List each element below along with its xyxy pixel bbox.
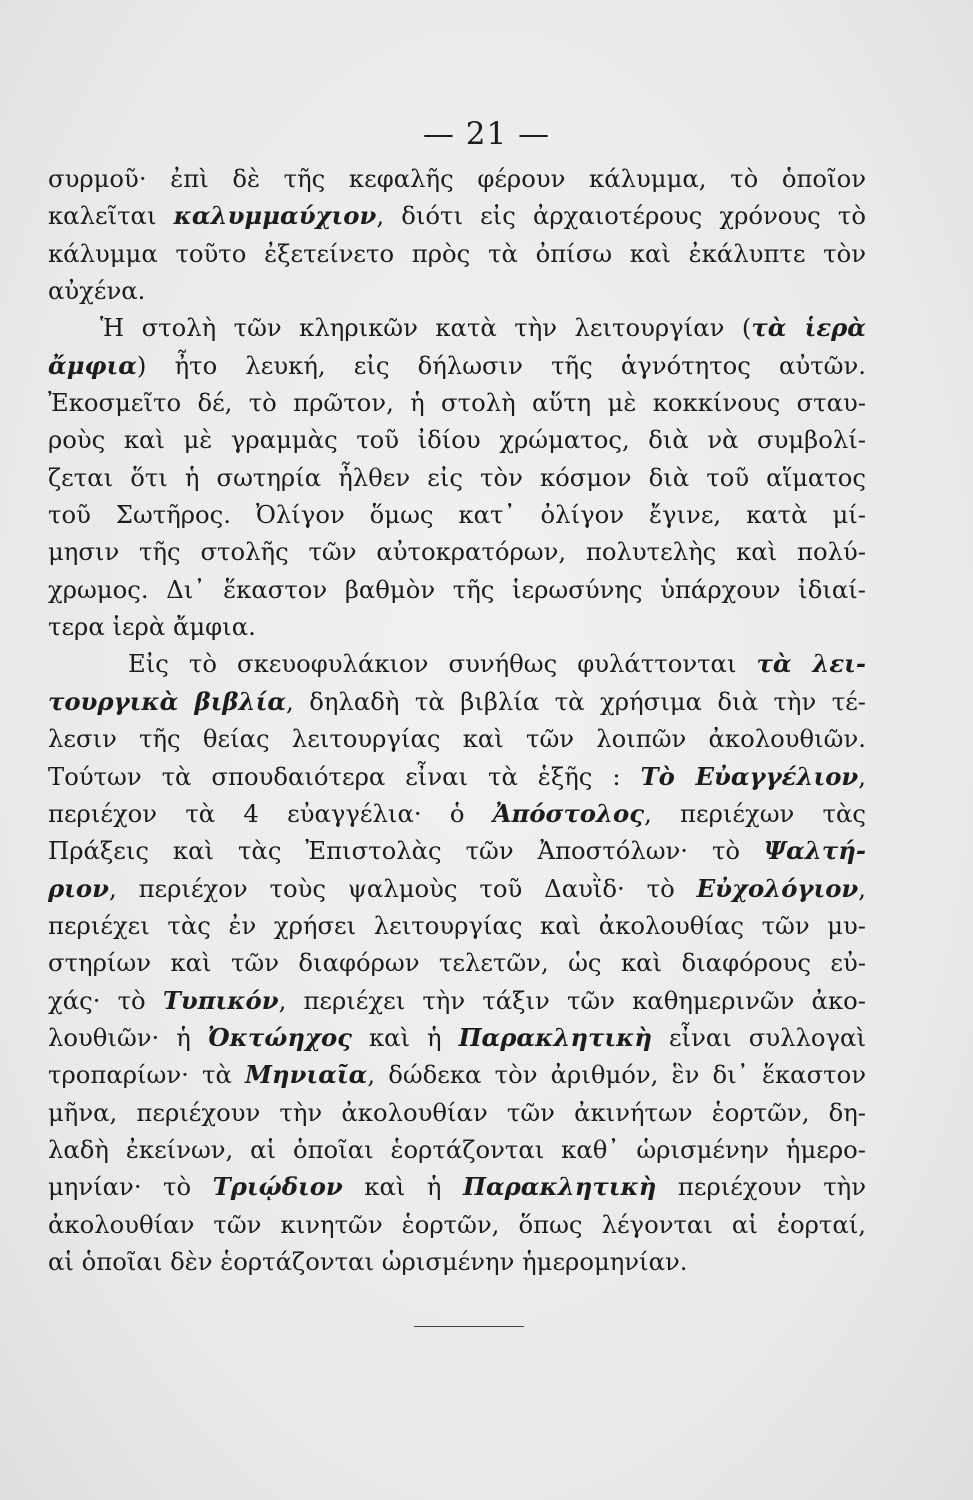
text-line (48, 197, 866, 234)
text-line (48, 608, 866, 645)
emphasized-term: ριον (48, 873, 109, 903)
text-line (48, 235, 866, 272)
text-run: χάς· τὸ (48, 985, 163, 1015)
emphasized-term: Παρακλητικὴ (458, 1022, 652, 1052)
text-line (48, 907, 866, 944)
text-line (48, 944, 866, 981)
text-run: ζεται ὅτι ἡ σωτηρία ἦλθεν εἰς τὸν κόσμον διὰ τοῦ αἵματος (48, 462, 866, 492)
text-run: ροὺς καὶ μὲ γραμμὰς τοῦ ἰδίου χρώματος, διὰ νὰ συμβολί- (48, 425, 866, 455)
text-run: στηρίων καὶ τῶν διαφόρων τελετῶν, ὡς καὶ διαφόρους εὐ- (48, 948, 866, 978)
text-run: Εἰς τὸ σκευοφυλάκιον συνήθως φυλάττονται (128, 649, 757, 679)
text-line (48, 795, 866, 832)
emphasized-term: τουργικὰ βιβλία (48, 686, 287, 716)
text-run: τερα ἱερὰ ἄμφια. (48, 612, 256, 642)
text-run: συρμοῦ· ἐπὶ δὲ τῆς κεφαλῆς φέρουν κάλυμμα, τὸ ὁποῖον (48, 164, 866, 193)
text-run: ) ἦτο λευκή, εἰς δήλωσιν τῆς ἁγνότητος αὐτῶν. (136, 350, 866, 380)
text-line (48, 571, 866, 608)
text-line (48, 459, 866, 496)
text-run: , δώδεκα τὸν ἀριθμόν, ἓν δι᾿ ἕκαστον (367, 1060, 866, 1090)
text-run: κάλυμμα τοῦτο ἐξετείνετο πρὸς τὰ ὀπίσω καὶ ἐκάλυπτε τὸν (48, 238, 866, 268)
emphasized-term: Εὐχολόγιον (696, 873, 859, 903)
emphasized-term: Τριῴδιον (212, 1172, 343, 1202)
text-line (48, 1056, 866, 1093)
text-run: μῆνα, περιέχουν τὴν ἀκολουθίαν τῶν ἀκινήτων ἑορτῶν, δη- (48, 1097, 866, 1127)
text-run: ἀκολουθίαν τῶν κινητῶν ἑορτῶν, ὅπως λέγονται αἱ ἑορταί, (48, 1209, 866, 1239)
text-line (48, 1094, 866, 1131)
text-run: Πράξεις καὶ τὰς Ἐπιστολὰς τῶν Ἀποστόλων· τὸ (48, 836, 764, 866)
text-line (48, 160, 866, 197)
emphasized-term: Τυπικόν (162, 985, 279, 1015)
text-line (48, 758, 866, 795)
text-line (48, 832, 866, 869)
emphasized-term: καλυμμαύχιον (173, 201, 377, 231)
text-run: καὶ ἡ (351, 1022, 459, 1052)
text-run: , διότι εἰς ἀρχαιοτέρους χρόνους τὸ (376, 201, 866, 231)
text-line (48, 496, 866, 533)
text-run: Ἐκοσμεῖτο δέ, τὸ πρῶτον, ἡ στολὴ αὕτη μὲ κοκκίνους σταυ- (48, 388, 866, 418)
text-run: καλεῖται (48, 201, 174, 231)
text-run: , περιέχων τὰς (644, 798, 866, 828)
end-rule (414, 1326, 524, 1327)
text-line (48, 1168, 866, 1205)
emphasized-term: τὰ ἱερὰ (751, 313, 867, 343)
emphasized-term: Τὸ Εὐαγγέλιον (640, 761, 859, 791)
text-line (48, 1131, 866, 1168)
text-run: εἶναι συλλογαὶ (651, 1022, 866, 1052)
text-run: περιέχουν τὴν (656, 1172, 867, 1202)
text-run: τροπαρίων· τὰ (48, 1060, 246, 1090)
text-run: , περιέχον τοὺς ψαλμοὺς τοῦ Δαυῒδ· τὸ (108, 873, 697, 903)
text-line (48, 683, 866, 720)
text-run: λαδὴ ἐκείνων, αἱ ὁποῖαι ἑορτάζονται καθ᾿ ὡρισμένην ἡμερο- (48, 1134, 866, 1164)
emphasized-term: Μηνιαῖα (245, 1060, 368, 1090)
text-run: τοῦ Σωτῆρος. Ὀλίγον ὅμως κατ᾿ ὀλίγον ἔγινε, κατὰ μί- (48, 500, 866, 530)
text-run: , (858, 761, 866, 791)
text-run: περιέχον τὰ 4 εὐαγγέλια· ὁ (48, 798, 493, 828)
text-line (48, 533, 866, 570)
text-run: λουθιῶν· ἡ (48, 1022, 208, 1052)
text-line (48, 870, 866, 907)
text-run: Τούτων τὰ σπουδαιότερα εἶναι τὰ ἑξῆς : (48, 761, 641, 791)
text-run: , δηλαδὴ τὰ βιβλία τὰ χρήσιμα διὰ τὴν τέ- (286, 686, 866, 716)
emphasized-term: Ψαλτή- (763, 836, 866, 866)
text-run: , (858, 873, 866, 903)
text-run: Ἡ στολὴ τῶν κληρικῶν κατὰ τὴν λειτουργίαν ( (100, 313, 752, 343)
text-run: αἱ ὁποῖαι δὲν ἑορτάζονται ὡρισμένην ἡμερομηνίαν. (48, 1246, 688, 1276)
page-number: — 21 — (422, 116, 551, 152)
text-line (48, 1243, 866, 1280)
text-line (48, 1206, 866, 1243)
emphasized-term: Ἀπόστολος (492, 798, 645, 828)
emphasized-term: Παρακλητικὴ (462, 1172, 657, 1202)
text-run: , περιέχει τὴν τάξιν τῶν καθημερινῶν ἀκο- (278, 985, 866, 1015)
text-run: καὶ ἡ (342, 1172, 463, 1202)
text-line (48, 347, 866, 384)
text-line (48, 421, 866, 458)
text-line (48, 309, 866, 346)
text-run: περιέχει τὰς ἐν χρήσει λειτουργίας καὶ ἀκολουθίας τῶν μυ- (48, 910, 866, 940)
text-line (48, 720, 866, 757)
text-run: λεσιν τῆς θείας λειτουργίας καὶ τῶν λοιπῶν ἀκολουθιῶν. (48, 724, 866, 754)
text-line (48, 982, 866, 1019)
text-run: αὐχένα. (48, 276, 146, 306)
emphasized-term: τὰ λει- (756, 649, 866, 679)
emphasized-term: Ὀκτώηχος (207, 1022, 352, 1052)
text-run: μησιν τῆς στολῆς τῶν αὐτοκρατόρων, πολυτελὴς καὶ πολύ- (48, 537, 866, 567)
text-run: χρωμος. Δι᾿ ἕκαστον βαθμὸν τῆς ἱερωσύνης ὑπάρχουν ἰδιαί- (48, 574, 866, 604)
text-run: μηνίαν· τὸ (48, 1172, 213, 1202)
body-text (48, 160, 866, 1280)
text-line (48, 1019, 866, 1056)
emphasized-term: ἄμφια (48, 350, 137, 380)
text-line (48, 272, 866, 309)
text-line (48, 384, 866, 421)
text-line (48, 645, 866, 682)
